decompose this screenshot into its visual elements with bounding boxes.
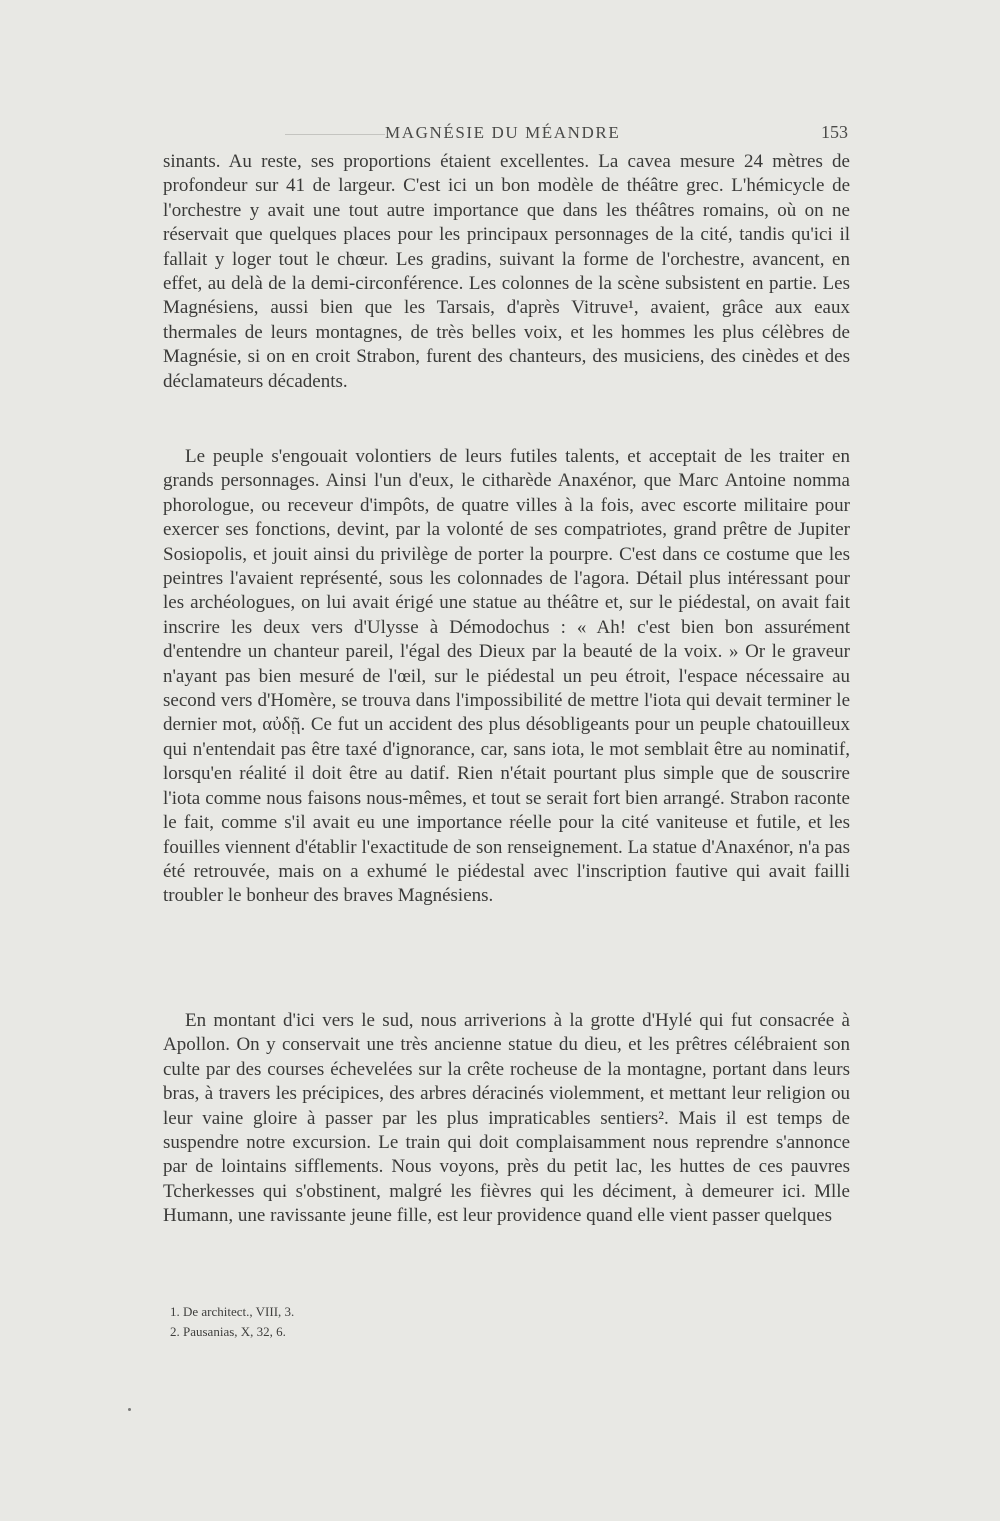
footnotes: [170, 1302, 570, 1342]
running-title: MAGNÉSIE DU MÉANDRE: [385, 123, 621, 142]
paragraph-1: sinants. Au reste, ses proportions étaient excellentes. La cavea mesure 24 mètres de profondeur sur 41 de largeur. C'est ici un bon modèle de théâtre grec. L'hémicycle de l'orchestre y avait une tout autre importance que dans les théâtres romains, où on ne réservait que quelques places pour les principaux personnages de la cité, tandis qu'ici il fallait y loger tout le chœur. Les gradins, suivant la forme de l'orchestre, avancent, en effet, au delà de la demi-circonférence. Les colonnes de la scène subsistent en partie. Les Magnésiens, aussi bien que les Tarsais, d'après Vitruve¹, avaient, grâce aux eaux thermales de leurs montagnes, de très belles voix, et les hommes les plus célèbres de Magnésie, si on en croit Strabon, furent des chanteurs, des musiciens, des cinèdes et des déclamateurs décadents.: [163, 151, 850, 392]
page-number: 153: [821, 122, 848, 142]
footnote-2: 2. Pausanias, X, 32, 6.: [170, 1324, 286, 1339]
footnote-1: 1. De architect., VIII, 3.: [170, 1304, 295, 1319]
running-head: [163, 121, 850, 147]
paragraph-2: Le peuple s'engouait volontiers de leurs futiles talents, et acceptait de les traiter en grands personnages. Ainsi l'un d'eux, le citharède Anaxénor, que Marc Antoine nomma phorologue, ou receveur d'impôts, de quatre villes à la fois, avec escorte militaire pour exercer ses fonctions, devint, par la volonté de ses compatriotes, grand prêtre de Jupiter Sosiopolis, et jouit ainsi du privilège de porter la pourpre. C'est dans ce costume que les peintres l'avaient représenté, sous les colonnades de l'agora. Détail plus intéressant pour les archéologues, on lui avait érigé une statue au théâtre et, sur le piédestal, on avait fait inscrire les deux vers d'Ulysse à Démodochus : « Ah! c'est bien bon assurément d'entendre un chanteur pareil, l'égal des Dieux par la beauté de la voix. » Or le graveur n'ayant pas bien mesuré de l'œil, sur le piédestal un peu étroit, l'espace nécessaire au second vers d'Homère, se trouva dans l'impossibilité de mettre l'iota qui devait terminer le dernier mot, αὐδῇ. Ce fut un accident des plus désobligeants pour un peuple chatouilleux qui n'entendait pas être taxé d'ignorance, car, sans iota, le mot semblait être au nominatif, lorsqu'en réalité il doit être au datif. Rien n'était pourtant plus simple que de souscrire l'iota comme nous faisons nous-mêmes, et tout se serait fort bien arrangé. Strabon raconte le fait, comme s'il avait eu une importance réelle pour la cité vaniteuse et futile, et les fouilles viennent d'établir l'exactitude de son renseignement. La statue d'Anaxénor, n'a pas été retrouvée, mais on a exhumé le piédestal avec l'inscription fautive qui avait failli troubler le bonheur des braves Magnésiens.: [163, 446, 850, 907]
paragraph-3: En montant d'ici vers le sud, nous arriverions à la grotte d'Hylé qui fut consacrée à Apollon. On y conservait une très ancienne statue du dieu, et les prêtres célébraient son culte par des courses échevelées sur la crête rocheuse de la montagne, portant dans leurs bras, à travers les précipices, des arbres déracinés violemment, et mettant leur religion ou leur vaine gloire à passer par les plus impraticables sentiers². Mais il est temps de suspendre notre excursion. Le train qui doit complaisamment nous reprendre s'annonce par de lointains sifflements. Nous voyons, près du petit lac, les huttes de ces pauvres Tcherkesses qui s'obstinent, malgré les fièvres qui les déciment, à demeurer ici. Mlle Humann, une ravissante jeune fille, est leur providence quand elle vient passer quelques: [163, 1010, 850, 1227]
body-text: [163, 150, 850, 1229]
print-speck: [128, 1408, 131, 1411]
header-rule: [285, 134, 385, 135]
